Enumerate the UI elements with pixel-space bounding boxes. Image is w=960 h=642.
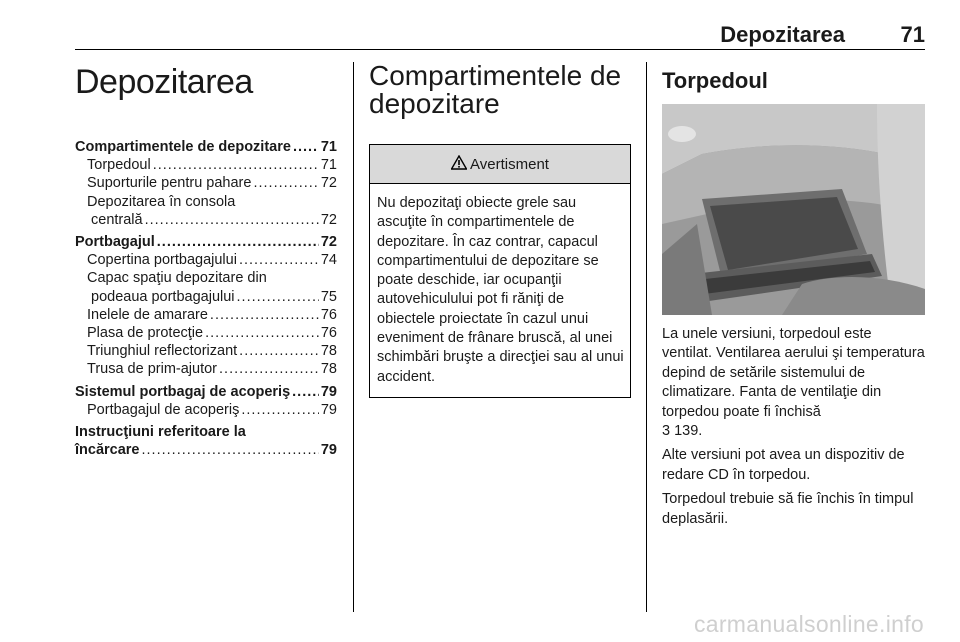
- toc-entry-line[interactable]: Instrucţiuni referitoare la: [75, 424, 246, 441]
- toc-entry[interactable]: podeaua portbagajului ..... 75: [75, 288, 337, 306]
- watermark: carmanualsonline.info: [693, 611, 924, 637]
- header-rule: [75, 49, 925, 50]
- page-reference[interactable]: 3 139.: [662, 423, 703, 440]
- warning-text: Nu depozitaţi obiecte grele sau ascuţite în compartimentele de depozitare. În caz contrar, capacul compartimentului de depozitare se poate deschide, iar ocupanţii autovehiculului pot fi răniţi de obiectele proiectate în cazul unui eveniment de frânare bruscă, al unei schimbări bruşte a direcţiei sau al unui accident.: [377, 195, 624, 385]
- toc-entry[interactable]: Portbagajul ..... 72: [75, 233, 337, 251]
- toc-entry[interactable]: încărcare ..... 79: [75, 441, 337, 459]
- chapter-title: Depozitarea: [75, 63, 253, 101]
- toc-entry[interactable]: Compartimentele de depozitare ..... 71: [75, 138, 337, 156]
- glovebox-title: Torpedoul: [662, 68, 768, 93]
- toc-entry[interactable]: Triunghiul reflectorizant ..... 78: [75, 342, 337, 360]
- toc-entry[interactable]: Inelele de amarare ..... 76: [75, 306, 337, 324]
- column-divider-2: [646, 62, 647, 612]
- warning-triangle-icon: [451, 155, 470, 174]
- glovebox-photo: [662, 104, 925, 315]
- toc-entry[interactable]: Torpedoul ..... 71: [75, 156, 337, 174]
- glovebox-paragraph: La unele versiuni, torpedoul este ventilat. Ventilarea aerului şi temperatura depind de setările sistemului de climatizare. Fanta de ventilaţie din torpedou poate fi închisă 3 139.: [662, 326, 925, 440]
- page-header: [75, 22, 925, 52]
- toc-entry[interactable]: Plasa de protecţie ..... 76: [75, 324, 337, 342]
- toc-entry[interactable]: Suporturile pentru pahare ..... 72: [75, 174, 337, 192]
- toc-entry[interactable]: Copertina portbagajului ..... 74: [75, 251, 337, 269]
- glovebox-column: [662, 62, 925, 529]
- chapter-column: [75, 62, 337, 459]
- glovebox-paragraph: Alte versiuni pot avea un dispozitiv de redare CD în torpedou.: [662, 447, 905, 483]
- toc-entry[interactable]: Portbagajul de acoperiş ..... 79: [75, 401, 337, 419]
- toc-entry-line[interactable]: Depozitarea în consola: [87, 193, 236, 210]
- running-title: Depozitarea: [720, 22, 845, 47]
- section-title: Compartimentele de depozitare: [369, 60, 622, 119]
- toc-entry-line[interactable]: Capac spaţiu depozitare din: [87, 270, 267, 287]
- column-divider-1: [353, 62, 354, 612]
- glovebox-paragraph: Torpedoul trebuie să fie închis în timpul deplasării.: [662, 491, 914, 527]
- page-number: 71: [900, 22, 925, 47]
- warning-heading: Avertisment: [470, 155, 549, 173]
- warning-box: [369, 144, 631, 398]
- warning-header: [370, 145, 630, 184]
- toc-entry[interactable]: Sistemul portbagaj de acoperiş ..... 79: [75, 383, 337, 401]
- toc-entry[interactable]: centrală ..... 72: [75, 211, 337, 229]
- toc-entry[interactable]: Trusa de prim-ajutor ..... 78: [75, 360, 337, 378]
- section-column: [369, 62, 631, 398]
- table-of-contents: [75, 138, 337, 459]
